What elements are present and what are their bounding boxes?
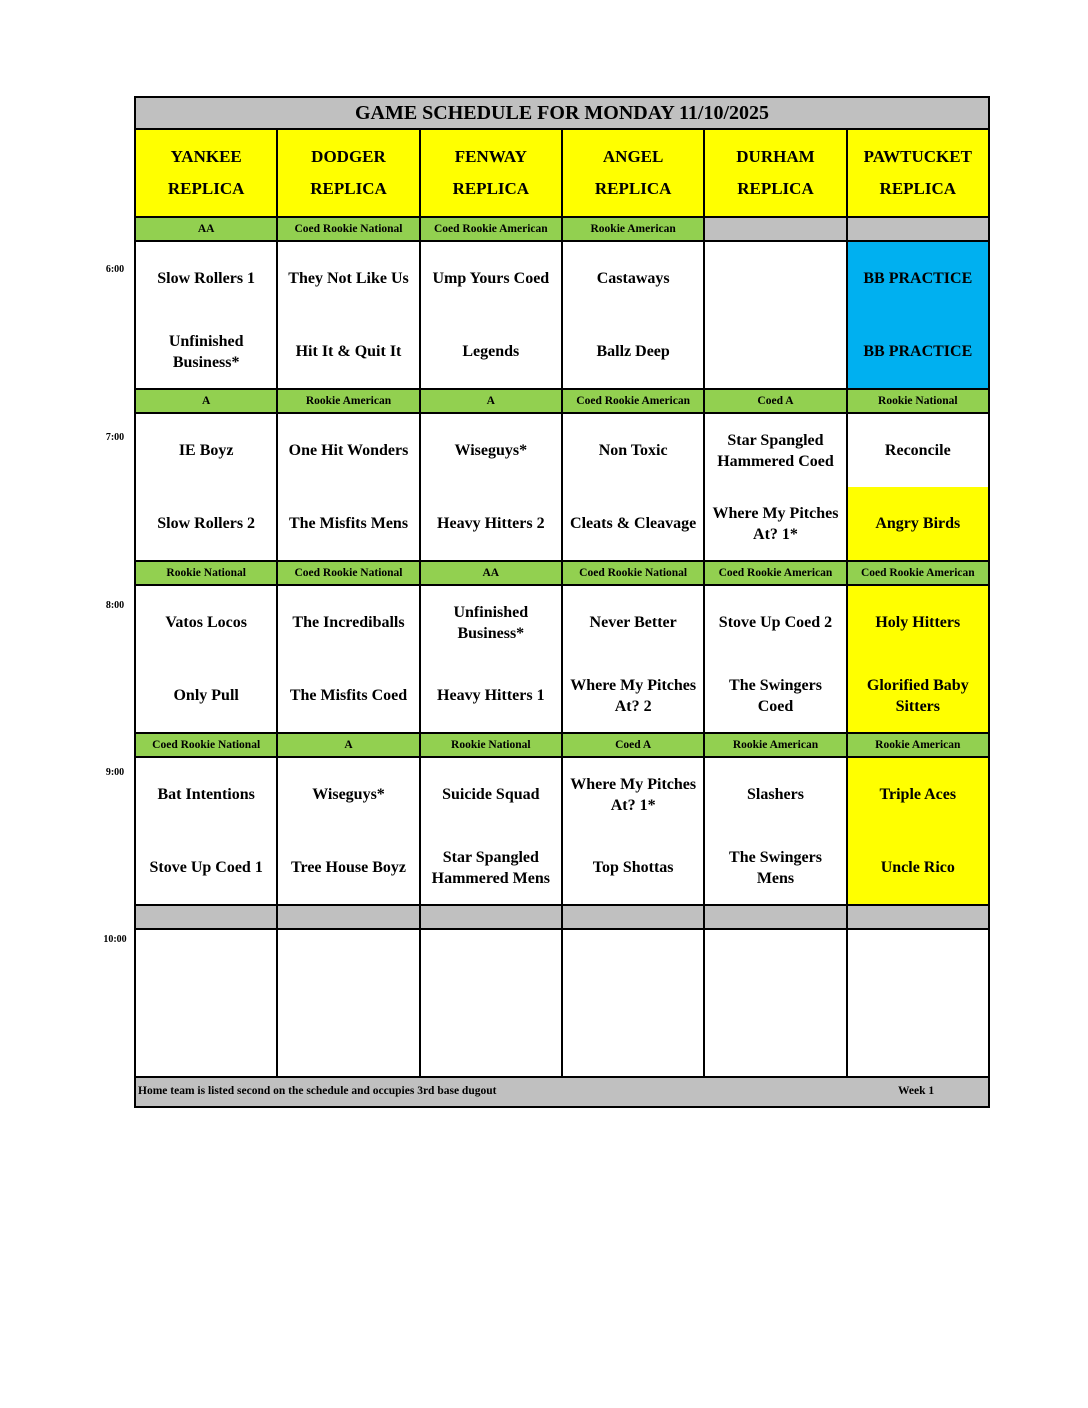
division-label: Coed Rookie National — [563, 562, 705, 584]
team-away — [848, 930, 988, 1003]
team-home: Heavy Hitters 1 — [437, 687, 545, 704]
team-away: Ump Yours Coed — [432, 270, 550, 287]
game-cell — [421, 586, 563, 732]
week-label: Week 1 — [898, 1085, 935, 1097]
team-home: Star Spangled Hammered Mens — [431, 848, 550, 887]
game-cell — [278, 242, 420, 388]
game-cell — [136, 414, 278, 560]
practice-cell — [848, 242, 988, 388]
team-away: Wiseguys* — [312, 786, 385, 803]
division-label: Coed Rookie American — [848, 562, 988, 584]
team-home — [705, 315, 845, 388]
game-cell — [705, 242, 847, 388]
team-away: IE Boyz — [178, 442, 234, 459]
division-label: Rookie National — [848, 390, 988, 412]
division-row-8 — [136, 562, 988, 586]
field-name: ANGEL — [602, 147, 664, 166]
division-label: Rookie American — [563, 218, 705, 240]
division-label — [563, 906, 705, 928]
game-cell — [421, 242, 563, 388]
team-home: Legends — [462, 343, 520, 360]
team-home: Heavy Hitters 2 — [437, 515, 545, 532]
game-cell — [705, 758, 847, 904]
team-home — [421, 1003, 561, 1076]
team-home — [848, 1003, 988, 1076]
team-away — [421, 930, 561, 1003]
game-cell — [848, 930, 988, 1076]
division-label: Rookie American — [278, 390, 420, 412]
team-away: BB PRACTICE — [863, 270, 973, 287]
division-label: A — [421, 390, 563, 412]
team-home: Ballz Deep — [596, 343, 670, 360]
team-home: The Swingers Mens — [729, 848, 822, 887]
schedule-footer — [136, 1078, 988, 1106]
field-sub: REPLICA — [310, 179, 387, 198]
team-home: The Misfits Coed — [289, 687, 408, 704]
team-home: Glorified Baby Sitters — [866, 676, 969, 715]
field-name: PAWTUCKET — [863, 147, 972, 166]
team-home: Slow Rollers 2 — [157, 515, 256, 532]
division-row-7 — [136, 390, 988, 414]
division-label: Coed Rookie National — [278, 562, 420, 584]
team-away: Vatos Locos — [165, 614, 247, 631]
division-label: Rookie American — [705, 734, 847, 756]
team-home: Where My Pitches At? 1* — [712, 504, 839, 543]
home-team-note: Home team is listed second on the schedule and occupies 3rd base dugout — [138, 1085, 497, 1097]
field-header-yankee — [136, 130, 278, 216]
team-away: Triple Aces — [879, 786, 957, 803]
team-home: Unfinished Business* — [168, 332, 244, 371]
division-row-10 — [136, 906, 988, 930]
team-away: Non Toxic — [598, 442, 668, 459]
team-away — [136, 930, 276, 1003]
game-cell — [421, 414, 563, 560]
team-away: Bat Intentions — [157, 786, 255, 803]
team-home-highlighted: Angry Birds — [848, 487, 988, 560]
team-home: Uncle Rico — [880, 859, 955, 876]
field-header-pawtucket — [848, 130, 988, 216]
field-sub: REPLICA — [594, 179, 672, 198]
field-sub: REPLICA — [167, 179, 245, 198]
game-cell — [563, 586, 705, 732]
division-label: AA — [136, 218, 278, 240]
team-home — [563, 1003, 703, 1076]
game-cell — [705, 414, 847, 560]
team-away — [705, 242, 845, 315]
team-away — [563, 930, 703, 1003]
division-label: Coed Rookie National — [278, 218, 420, 240]
field-header-fenway — [421, 130, 563, 216]
team-home: BB PRACTICE — [863, 343, 973, 360]
game-cell — [705, 586, 847, 732]
field-header-durham — [705, 130, 847, 216]
team-home — [136, 1003, 276, 1076]
game-cell — [278, 586, 420, 732]
team-away: Slow Rollers 1 — [157, 270, 256, 287]
game-cell — [421, 930, 563, 1076]
game-cell — [136, 758, 278, 904]
team-away: Stove Up Coed 2 — [718, 614, 833, 631]
slot-row-9 — [136, 758, 988, 906]
field-header-angel — [563, 130, 705, 216]
team-away — [278, 930, 418, 1003]
division-label — [705, 906, 847, 928]
field-header-row — [136, 130, 988, 218]
team-away: Wiseguys* — [454, 442, 528, 459]
division-row-6 — [136, 218, 988, 242]
team-away: Castaways — [596, 270, 670, 287]
team-away: Reconcile — [884, 442, 951, 459]
division-label: Coed Rookie American — [421, 218, 563, 240]
game-cell — [278, 414, 420, 560]
team-away: Where My Pitches At? 1* — [570, 775, 697, 814]
team-away: One Hit Wonders — [288, 442, 409, 459]
team-home: Stove Up Coed 1 — [149, 859, 263, 876]
team-home: Tree House Boyz — [291, 859, 406, 876]
division-label — [136, 906, 278, 928]
team-home — [705, 1003, 845, 1076]
time-label-10: 10:00 — [103, 934, 127, 945]
slot-row-6 — [136, 242, 988, 390]
game-cell — [563, 414, 705, 560]
game-cell — [848, 414, 988, 560]
division-label: Rookie National — [136, 562, 278, 584]
team-away: The Incrediballs — [292, 614, 405, 631]
team-home: Where My Pitches At? 2 — [570, 676, 697, 715]
division-label — [705, 218, 847, 240]
team-away: Never Better — [589, 614, 677, 631]
division-label — [278, 906, 420, 928]
division-label: Coed Rookie American — [563, 390, 705, 412]
time-label-8: 8:00 — [105, 600, 125, 611]
division-label: A — [278, 734, 420, 756]
team-home: The Misfits Mens — [288, 515, 409, 532]
slot-row-8 — [136, 586, 988, 734]
team-away: Suicide Squad — [442, 786, 540, 803]
division-label: Coed A — [705, 390, 847, 412]
field-sub: REPLICA — [737, 179, 814, 198]
game-cell — [421, 758, 563, 904]
game-cell — [563, 242, 705, 388]
field-sub: REPLICA — [452, 179, 530, 198]
game-cell-highlighted — [848, 586, 988, 732]
division-label — [421, 906, 563, 928]
division-label: A — [136, 390, 278, 412]
field-sub: REPLICA — [879, 179, 957, 198]
game-cell — [136, 586, 278, 732]
division-label — [848, 906, 988, 928]
field-name: YANKEE — [170, 147, 242, 166]
time-label-9: 9:00 — [105, 767, 125, 778]
schedule-title: GAME SCHEDULE FOR MONDAY 11/10/2025 — [136, 98, 988, 130]
division-label: Coed Rookie National — [136, 734, 278, 756]
team-away: They Not Like Us — [288, 270, 409, 287]
game-cell — [278, 930, 420, 1076]
team-away: Star Spangled Hammered Coed — [717, 431, 834, 470]
division-label: Coed Rookie American — [705, 562, 847, 584]
team-home: Top Shottas — [592, 859, 674, 876]
game-cell — [136, 242, 278, 388]
game-cell — [705, 930, 847, 1076]
game-cell — [278, 758, 420, 904]
team-away: Holy Hitters — [875, 614, 961, 631]
field-name: DURHAM — [736, 147, 815, 166]
division-label: Rookie American — [848, 734, 988, 756]
time-label-6: 6:00 — [105, 264, 125, 275]
team-home — [278, 1003, 418, 1076]
division-row-9 — [136, 734, 988, 758]
field-name: FENWAY — [454, 147, 527, 166]
game-cell — [563, 758, 705, 904]
slot-row-7 — [136, 414, 988, 562]
game-cell — [136, 930, 278, 1076]
division-label: Rookie National — [421, 734, 563, 756]
game-cell-highlighted — [848, 758, 988, 904]
field-header-dodger — [278, 130, 420, 216]
division-label: Coed A — [563, 734, 705, 756]
slot-row-10 — [136, 930, 988, 1078]
division-label: AA — [421, 562, 563, 584]
division-label — [848, 218, 988, 240]
team-away: Unfinished Business* — [453, 603, 529, 642]
team-away — [705, 930, 845, 1003]
game-cell — [563, 930, 705, 1076]
team-home: Only Pull — [173, 687, 239, 704]
time-label-7: 7:00 — [105, 432, 125, 443]
team-home: Hit It & Quit It — [295, 343, 402, 360]
team-home: Cleats & Cleavage — [570, 515, 697, 532]
team-home: The Swingers Coed — [729, 676, 822, 715]
field-name: DODGER — [311, 147, 386, 166]
team-away: Slashers — [747, 786, 804, 803]
schedule-sheet — [134, 96, 990, 1108]
